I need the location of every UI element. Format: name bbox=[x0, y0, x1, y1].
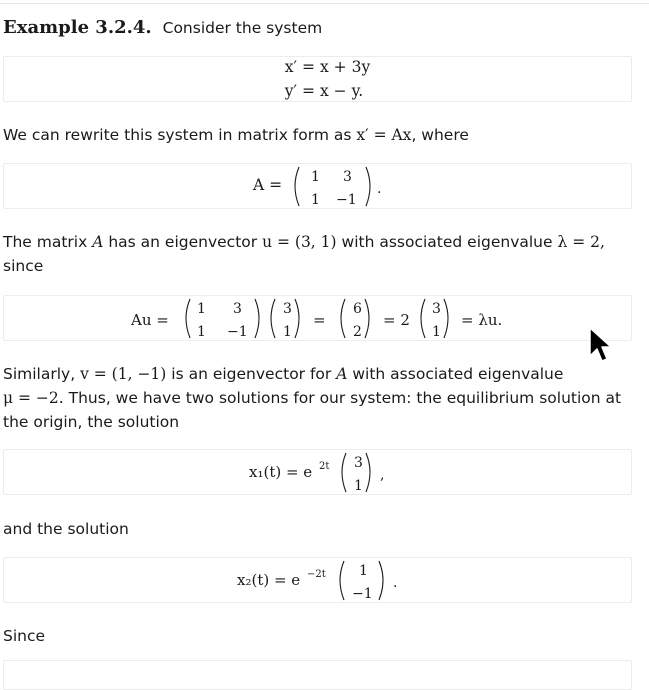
eigen-t2: has an eigenvector bbox=[108, 233, 258, 251]
rewrite-text-before: We can rewrite this system in matrix form as bbox=[3, 126, 352, 144]
similarly-m1: v = (1, −1) bbox=[80, 365, 167, 383]
eigen-m1: A bbox=[92, 233, 104, 251]
eq1-lhs: x′ bbox=[284, 58, 297, 76]
solution-2 bbox=[232, 558, 412, 604]
eigen-t3: with associated eigenvalue bbox=[341, 233, 553, 251]
top-divider bbox=[0, 3, 649, 4]
sol2-vec-entry: −1 bbox=[352, 586, 373, 602]
sol1-vec-entry: 3 bbox=[354, 455, 363, 471]
matrix-end: . bbox=[377, 181, 382, 197]
sol2-end: . bbox=[393, 575, 398, 591]
example-intro: Consider the system bbox=[162, 19, 323, 37]
matrix-cell: 1 bbox=[311, 192, 320, 208]
solution-1-box bbox=[3, 449, 632, 495]
vec-u2-entry: 3 bbox=[432, 301, 441, 317]
eigen-eq2: = 2 bbox=[383, 311, 410, 329]
vec-result-entry: 6 bbox=[353, 301, 362, 317]
and-solution-text: and the solution bbox=[3, 520, 129, 538]
matrix-a bbox=[289, 164, 389, 210]
vec-result-entry: 2 bbox=[353, 324, 362, 340]
eigen-equation-box bbox=[3, 295, 632, 341]
eigen-matrix-cell: −1 bbox=[227, 324, 248, 340]
rewrite-math: x′ = Ax bbox=[356, 126, 412, 144]
eigen-t1: The matrix bbox=[3, 233, 88, 251]
vec-u2-entry: 1 bbox=[432, 324, 441, 340]
mouse-cursor-icon bbox=[588, 326, 614, 366]
eigen-eq1: = bbox=[313, 311, 326, 329]
rewrite-paragraph bbox=[3, 123, 643, 147]
sol2-exp: −2t bbox=[307, 569, 326, 580]
sol1-lhs: x₁(t) = e bbox=[249, 463, 313, 481]
example-heading bbox=[3, 16, 643, 40]
sol1-end: , bbox=[380, 467, 385, 483]
similarly-m2: A bbox=[336, 365, 348, 383]
similarly-paragraph bbox=[3, 362, 643, 434]
sol2-vec-entry: 1 bbox=[359, 563, 368, 579]
matrix-lhs: A = bbox=[253, 176, 283, 194]
eigen-m3: λ = 2, bbox=[557, 233, 605, 251]
rewrite-text-after: , where bbox=[411, 126, 469, 144]
vec-u-entry: 3 bbox=[283, 301, 292, 317]
eigen-matrix-cell: 1 bbox=[197, 301, 206, 317]
similarly-t3: with associated eigenvalue bbox=[352, 365, 564, 383]
eigen-lhs: Au = bbox=[131, 311, 169, 329]
sol1-exp: 2t bbox=[319, 461, 330, 472]
solution-1 bbox=[244, 450, 404, 496]
eq2-lhs: y′ bbox=[284, 82, 297, 100]
similarly-t5: the origin, the solution bbox=[3, 413, 180, 431]
eigen-m2: u = (3, 1) bbox=[262, 233, 337, 251]
similarly-t2: is an eigenvector for bbox=[171, 365, 332, 383]
matrix-cell: 3 bbox=[343, 169, 352, 185]
eq2-rel: = bbox=[302, 82, 315, 100]
system-equations-box bbox=[3, 56, 632, 102]
similarly-t1: Similarly, bbox=[3, 365, 76, 383]
eigen-t4: since bbox=[3, 257, 44, 275]
similarly-t4: Thus, we have two solutions for our system: the equilibrium solution at bbox=[68, 389, 622, 407]
since-text: Since bbox=[3, 627, 46, 645]
solution-2-box bbox=[3, 557, 632, 603]
matrix-cell: 1 bbox=[311, 169, 320, 185]
eigen-rhs: = λu. bbox=[461, 311, 503, 329]
similarly-m3: μ = −2. bbox=[3, 389, 64, 407]
eq2-rhs: x − y. bbox=[320, 82, 364, 100]
matrix-definition-box bbox=[3, 163, 632, 209]
eigen-matrix-cell: 1 bbox=[197, 324, 206, 340]
matrix-cell: −1 bbox=[336, 192, 357, 208]
eigen-matrix-cell: 3 bbox=[233, 301, 242, 317]
eq1-rel: = bbox=[302, 58, 315, 76]
next-equation-box bbox=[3, 660, 632, 690]
sol2-lhs: x₂(t) = e bbox=[237, 571, 301, 589]
eigen-equation bbox=[124, 296, 514, 342]
vec-u-entry: 1 bbox=[283, 324, 292, 340]
sol1-vec-entry: 1 bbox=[354, 478, 363, 494]
eigenvector-paragraph bbox=[3, 230, 643, 278]
example-label: Example 3.2.4. bbox=[3, 17, 152, 38]
eq1-rhs: x + 3y bbox=[320, 58, 371, 76]
